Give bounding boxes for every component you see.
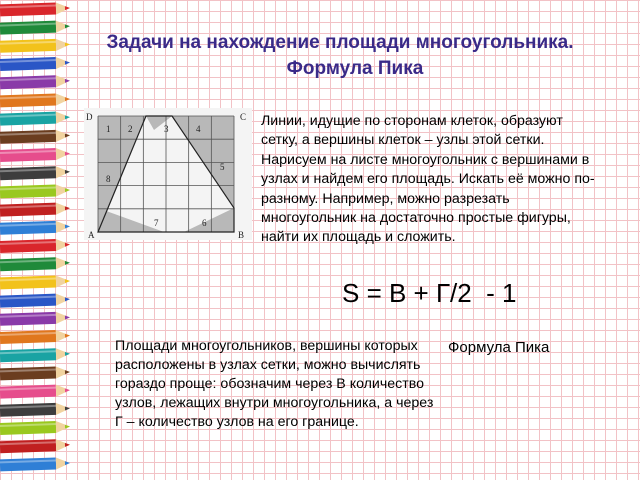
pencil-icon xyxy=(0,421,70,435)
region-label-4: 4 xyxy=(196,124,201,134)
pencil-icon xyxy=(0,239,70,253)
pencil-icon xyxy=(0,366,70,380)
region-label-5: 5 xyxy=(220,162,225,172)
vertex-label-d: D xyxy=(86,112,93,122)
title-line-2: Формула Пика xyxy=(286,58,424,79)
intro-paragraph: Линии, идущие по сторонам клеток, образуют сетку, а вершины клеток – узлы этой сетки. Нарисуем на листе многоугольник с вершинами в узлах и найдем его площадь. Искать её можно по-разному. Например, можно разрезать многоугольник на достаточно простые фигуры, найти их площадь и сложить. xyxy=(261,113,595,246)
vertex-label-b: B xyxy=(238,230,245,240)
pencil-icon xyxy=(0,293,70,307)
pick-formula: S = В + Г/2 - 1 xyxy=(342,278,517,308)
pencil-icon xyxy=(0,384,70,398)
formula-caption: Формула Пика xyxy=(448,339,550,356)
region-label-6: 6 xyxy=(202,218,207,228)
region-label-2: 2 xyxy=(128,124,133,134)
vertex-label-a: A xyxy=(88,230,95,240)
region-label-1: 1 xyxy=(106,124,111,134)
pencil-icon xyxy=(0,220,70,234)
pencil-icon xyxy=(0,348,70,362)
pencil-icon xyxy=(0,166,70,180)
region-label-3: 3 xyxy=(164,124,169,134)
pencil-icon xyxy=(0,111,70,125)
title-line-1: Задачи на нахождение площади многоугольника. xyxy=(106,32,574,53)
pencil-icon xyxy=(0,202,70,216)
polygon-grid-figure xyxy=(84,108,252,240)
pencil-icon xyxy=(0,330,70,344)
pencil-icon xyxy=(0,439,70,453)
vertex-label-c: C xyxy=(240,112,247,122)
pencil-icon xyxy=(0,129,70,143)
pencil-icon xyxy=(0,311,70,325)
explanation-paragraph: Площади многоугольников, вершины которых расположены в узлах сетки, можно вычислять гораздо проще: обозначим через В количество узлов, лежащих внутри многоугольника, а через Г – количество узлов на его границе. xyxy=(115,338,434,430)
pencil-icon xyxy=(0,2,70,16)
pencil-icon xyxy=(0,457,70,471)
pencil-icon xyxy=(0,402,70,416)
pencil-icon xyxy=(0,257,70,271)
pencil-icon xyxy=(0,93,70,107)
slide-title xyxy=(40,30,640,82)
pencil-icon xyxy=(0,148,70,162)
pencil-icon xyxy=(0,184,70,198)
pencil-icon xyxy=(0,275,70,289)
region-label-7: 7 xyxy=(154,218,159,228)
region-label-8: 8 xyxy=(106,174,111,184)
